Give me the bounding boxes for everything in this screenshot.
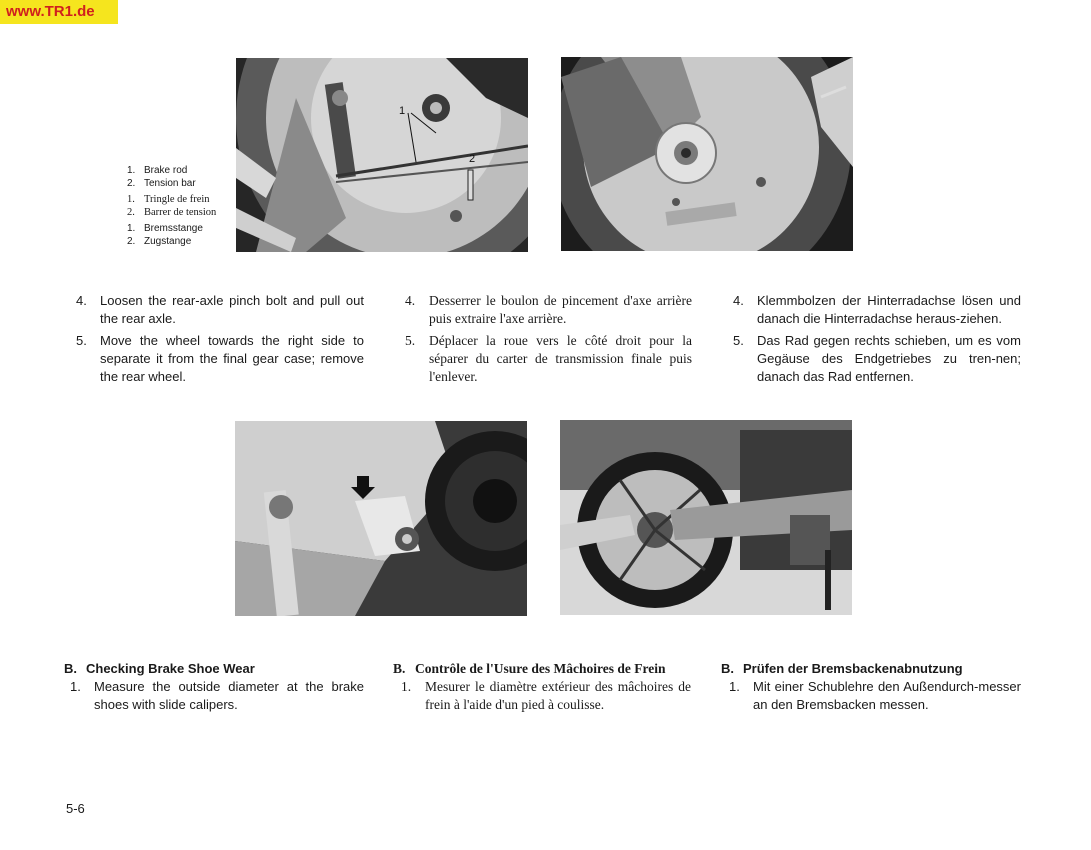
section-b-heading: B. Checking Brake Shoe Wear xyxy=(64,661,255,676)
step-item: 5. Move the wheel towards the right side to separate it from the final gear case; remove the rear wheel. xyxy=(76,333,364,384)
legend-german xyxy=(127,222,237,248)
steps-french xyxy=(405,292,692,390)
legend-item: 1. Tringle de frein xyxy=(127,194,210,205)
steps-english xyxy=(76,292,364,390)
section-b-english xyxy=(64,660,364,718)
step-item: 5. Déplacer la roue vers le côté droit pour la séparer du carter de transmission finale puis l'enlever. xyxy=(405,333,692,384)
callout-1: 1 xyxy=(399,105,406,117)
steps-german xyxy=(733,292,1021,390)
section-b-heading: B. Prüfen der Bremsbackenabnutzung xyxy=(721,661,963,676)
section-b-french xyxy=(393,660,691,718)
section-b-item: 1. Mit einer Schublehre den Außendurch-messer an den Bremsbacken messen. xyxy=(729,679,1021,712)
callout-2: 2 xyxy=(469,153,476,165)
legend-item: 2. Barrer de tension xyxy=(127,207,217,218)
step-item: 4. Desserrer le boulon de pincement d'axe arrière puis extraire l'axe arrière. xyxy=(405,293,692,326)
legend-item: 1. Brake rod xyxy=(127,165,188,176)
section-b-item: 1. Measure the outside diameter at the brake shoes with slide calipers. xyxy=(70,679,364,712)
photo-rear-wheel-removal xyxy=(560,420,852,615)
section-b-german xyxy=(721,660,1021,718)
step-item: 4. Klemmbolzen der Hinterradachse lösen und danach die Hinterradachse heraus-ziehen. xyxy=(733,293,1021,326)
figure-legend xyxy=(127,164,237,251)
section-b-item: 1. Mesurer le diamètre extérieur des mâchoires de frein à l'aide d'un pied à coulisse. xyxy=(401,679,691,712)
photo-brake-rod-tension-bar xyxy=(236,58,528,252)
legend-item: 2. Tension bar xyxy=(127,178,196,189)
legend-english xyxy=(127,164,237,190)
legend-item: 2. Zugstange xyxy=(127,236,192,247)
legend-item: 1. Bremsstange xyxy=(127,223,203,234)
section-b-heading: B. Contrôle de l'Usure des Mâchoires de Frein xyxy=(393,661,666,676)
step-item: 5. Das Rad gegen rechts schieben, um es vom Gegäuse des Endgetriebes zu tren-nen; danach das Rad entfernen. xyxy=(733,333,1021,384)
site-badge xyxy=(0,0,118,24)
site-url: www.TR1.de xyxy=(6,3,95,20)
legend-french xyxy=(127,193,237,219)
step-item: 4. Loosen the rear-axle pinch bolt and pull out the rear axle. xyxy=(76,293,364,326)
photo-final-gear-case xyxy=(561,57,853,251)
page-number: 5-6 xyxy=(66,801,85,816)
photo-pinch-bolt xyxy=(235,421,527,616)
